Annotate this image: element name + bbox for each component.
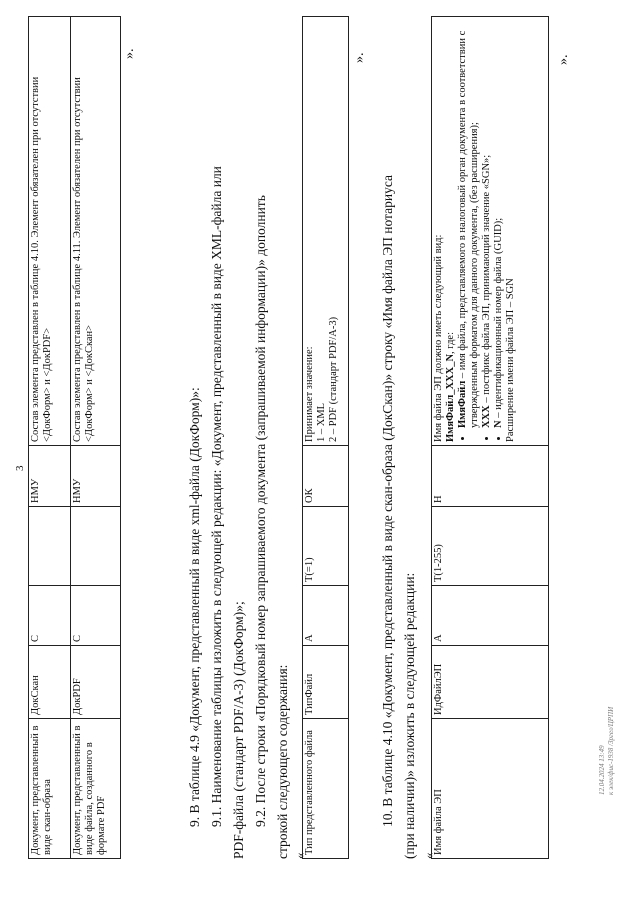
table-row xyxy=(303,17,349,859)
cell-type: А xyxy=(303,586,349,646)
cell-format: Т(1-255) xyxy=(432,507,549,586)
cell-format: Т(=1) xyxy=(303,507,349,586)
value-option: 1 – XML xyxy=(316,402,327,442)
cell-flag: НМУ xyxy=(71,446,121,507)
section-9-heading: 9. В таблице 4.9 «Документ, представленный в виде xml-файла (ДокФорм)»: xyxy=(187,387,202,827)
section-9-1-text: 9.1. Наименование таблицы изложить в следующей редакции: «Документ, представленный в виде XML-файла или xyxy=(209,166,224,827)
stamp-date: 12.04.2024 13:49 xyxy=(598,745,606,795)
cell-format xyxy=(71,507,121,586)
extension-note: Расширение имени файла ЭП – SGN xyxy=(505,278,516,442)
list-item xyxy=(457,20,481,428)
cell-format xyxy=(29,507,71,586)
value-option: 2 – PDF (стандарт PDF/A-3) xyxy=(328,316,339,442)
cell-name: Документ, представленный в виде скан-образа xyxy=(29,719,71,859)
cell-description xyxy=(432,17,549,446)
table-doc-elements xyxy=(28,16,121,859)
list-item xyxy=(481,20,493,428)
registration-stamp xyxy=(598,707,616,795)
closing-quote: ». xyxy=(556,54,571,65)
part-name: N xyxy=(493,420,504,428)
section-9-2-text: 9.2. После строки «Порядковый номер запрашиваемого документа (запрашиваемой информации)» дополнить xyxy=(253,195,268,827)
table-file-type xyxy=(302,16,349,859)
page-number: 3 xyxy=(14,465,26,471)
part-name: XXX xyxy=(481,405,492,428)
stamp-ref: к элек/фис-1938 /Зргел/ЦРПИ xyxy=(607,706,615,795)
cell-description xyxy=(303,17,349,446)
cell-code: ДокPDF xyxy=(71,646,121,719)
section-9-1-text-cont: PDF-файла (стандарт PDF/A-3) (ДокФорм)»; xyxy=(231,601,246,859)
cell-code: ТипФайл xyxy=(303,646,349,719)
table-signature-file xyxy=(431,16,549,859)
cell-flag: Н xyxy=(432,446,549,507)
filename-pattern-suffix: , где: xyxy=(445,331,456,354)
cell-type: А xyxy=(432,586,549,646)
cell-flag: ОК xyxy=(303,446,349,507)
part-name: ИмяФайл xyxy=(457,380,468,428)
cell-name: Имя файла ЭП xyxy=(432,719,549,859)
part-desc: – постфикс файла ЭП, принимающий значение «SGN»; xyxy=(481,154,492,406)
section-10-heading: 10. В таблице 4.10 «Документ, представленный в виде скан-образа (ДокСкан)» строку «Имя файла ЭП нотариуса xyxy=(380,175,395,827)
closing-quote: ». xyxy=(352,52,367,63)
section-10-text-cont: (при наличии)» изложить в следующей редакции: xyxy=(402,572,417,859)
list-item xyxy=(493,20,505,428)
cell-name: Тип представленного файла xyxy=(303,719,349,859)
description-intro: Имя файла ЭП должно иметь следующий вид: xyxy=(433,234,444,442)
cell-name: Документ, представленный в виде файла, созданного в формате PDF xyxy=(71,719,121,859)
table-row xyxy=(71,17,121,859)
filename-pattern-line xyxy=(445,20,457,442)
part-desc: – имя файла, представляемого в налоговый орган документа в соответствии с утвержденным форматом для данного документа, (без расширения); xyxy=(457,30,480,428)
cell-type: С xyxy=(29,586,71,646)
opening-quote: « xyxy=(421,852,436,859)
cell-code: ДокСкан xyxy=(29,646,71,719)
part-desc: – идентификационный номер файла (GUID); xyxy=(493,217,504,421)
cell-description: Состав элемента представлен в таблице 4.11. Элемент обязателен при отсутствии <ДокФорм> и <ДокСкан> xyxy=(71,17,121,446)
filename-pattern: ИмяФайл_XXX_N xyxy=(445,353,456,442)
table-row xyxy=(29,17,71,859)
opening-quote: « xyxy=(292,852,307,859)
section-9-2-text-cont: строкой следующего содержания: xyxy=(275,664,290,859)
cell-type: С xyxy=(71,586,121,646)
closing-quote: ». xyxy=(122,48,137,59)
value-title: Принимает значение: xyxy=(304,346,315,442)
cell-flag: НМУ xyxy=(29,446,71,507)
pattern-parts-list xyxy=(457,20,505,442)
table-row xyxy=(432,17,549,859)
cell-description: Состав элемента представлен в таблице 4.10. Элемент обязателен при отсутствии <ДокФорм> и <ДокPDF> xyxy=(29,17,71,446)
cell-code: ИдФайлЭП xyxy=(432,646,549,719)
